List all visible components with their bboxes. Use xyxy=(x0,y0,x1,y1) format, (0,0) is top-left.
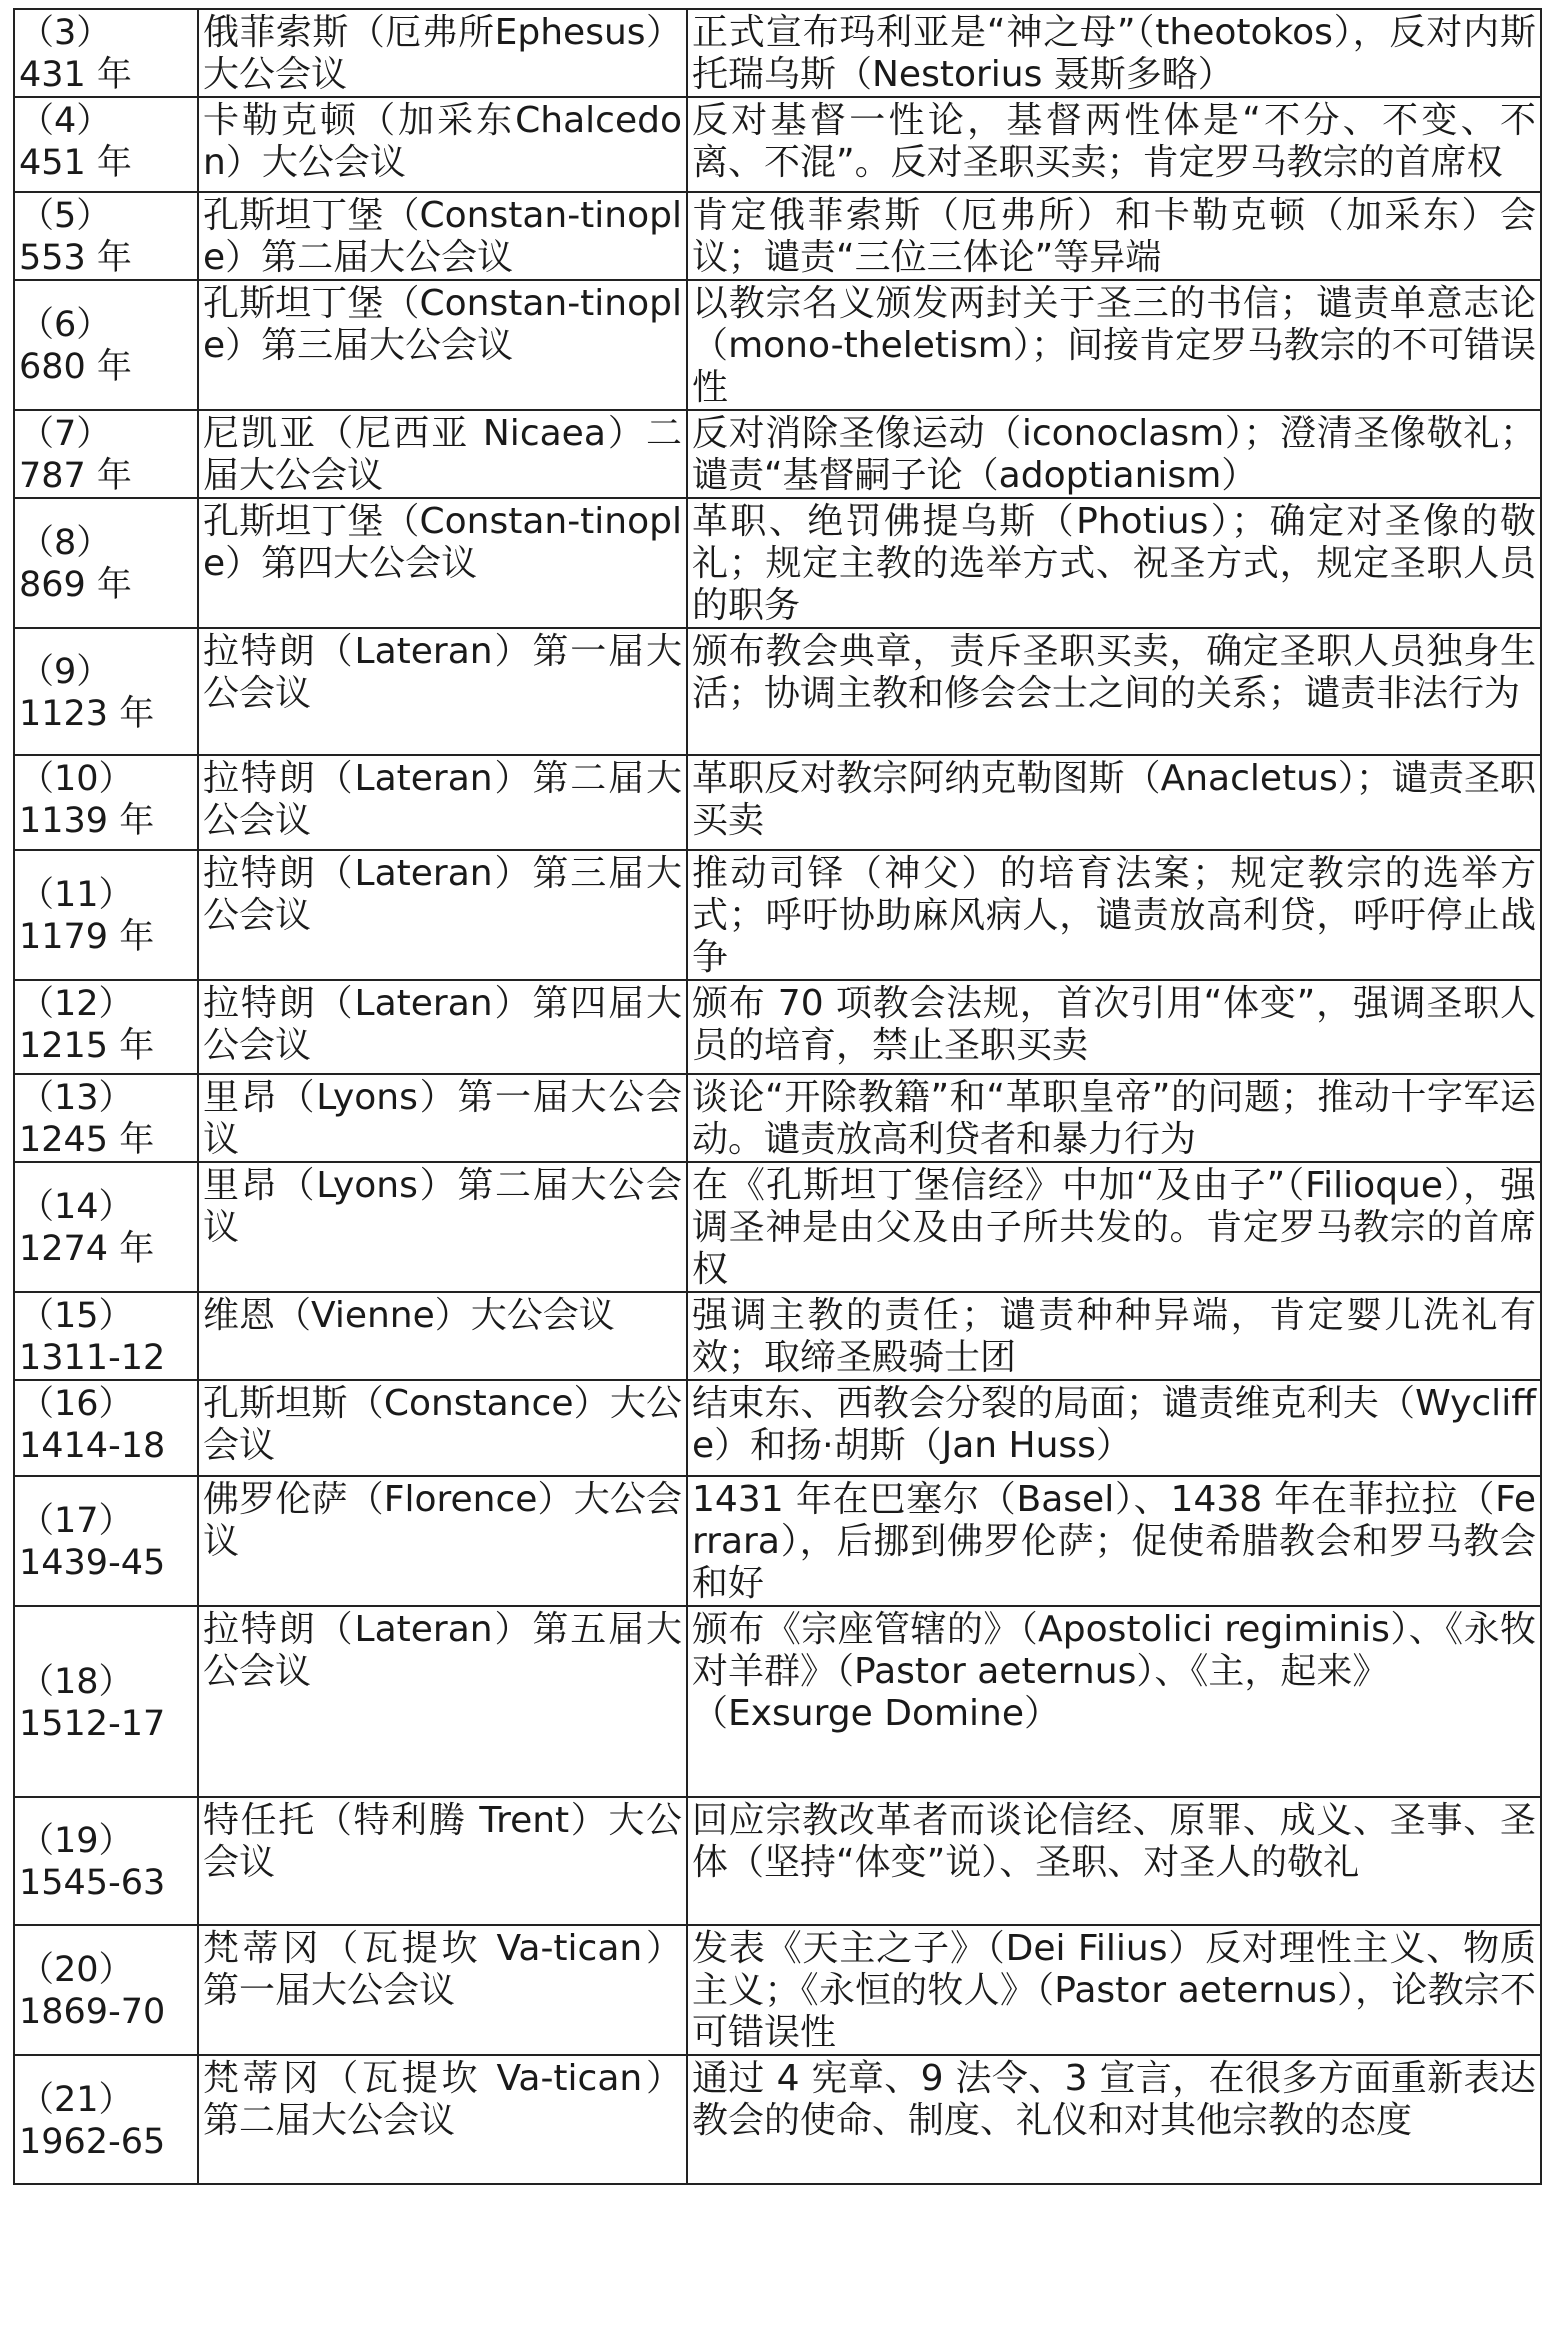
council-number: （15） xyxy=(19,1296,134,1336)
council-year: 1414-18 xyxy=(19,1426,166,1466)
council-description-tail: （Exsurge Domine） xyxy=(692,1693,1061,1734)
table-row xyxy=(14,1606,1541,1797)
council-description: 在《孔斯坦丁堡信经》中加“及由子”（Filioque），强调圣神是由父及由子所共发的。肯定罗马教宗的首席权 xyxy=(687,1162,1541,1292)
council-name: 里昂（Lyons）第二届大公会议 xyxy=(198,1162,687,1292)
table-row xyxy=(14,280,1541,410)
table-row xyxy=(14,1476,1541,1606)
council-name: 梵蒂冈（瓦提坎 Va-tican）第一届大公会议 xyxy=(198,1925,687,2055)
council-number-cell xyxy=(14,498,198,628)
council-number-cell xyxy=(14,1162,198,1292)
council-description: 肯定俄菲索斯（厄弗所）和卡勒克顿（加采东）会议；谴责“三位三体论”等异端 xyxy=(687,192,1541,280)
council-number: （19） xyxy=(19,1821,134,1861)
council-year: 1215 年 xyxy=(19,1026,155,1066)
council-description: 发表《天主之子》（Dei Filius）反对理性主义、物质主义；《永恒的牧人》（Pastor aeternus），论教宗不可错误性 xyxy=(687,1925,1541,2055)
council-description: 颁布教会典章，责斥圣职买卖，确定圣职人员独身生活；协调主教和修会会士之间的关系；谴责非法行为 xyxy=(687,628,1541,755)
table-row xyxy=(14,980,1541,1074)
council-description: 1431 年在巴塞尔（Basel）、1438 年在菲拉拉（Ferrara），后挪到佛罗伦萨；促使希腊教会和罗马教会和好 xyxy=(687,1476,1541,1606)
table-row xyxy=(14,755,1541,850)
council-number: （5） xyxy=(19,196,112,236)
council-number: （20） xyxy=(19,1950,134,1990)
council-description: 推动司铎（神父）的培育法案；规定教宗的选举方式；呼吁协助麻风病人，谴责放高利贷，呼吁停止战争 xyxy=(687,850,1541,980)
council-description: 反对消除圣像运动（iconoclasm）；澄清圣像敬礼；谴责“基督嗣子论（adoptianism） xyxy=(687,410,1541,498)
council-year: 1545-63 xyxy=(19,1863,166,1903)
council-number: （4） xyxy=(19,101,112,141)
council-number-cell xyxy=(14,192,198,280)
table-row xyxy=(14,1797,1541,1925)
council-number: （3） xyxy=(19,13,112,53)
council-name: 拉特朗（Lateran）第四届大公会议 xyxy=(198,980,687,1074)
table-row xyxy=(14,1074,1541,1162)
council-year: 1139 年 xyxy=(19,801,155,841)
council-description: 回应宗教改革者而谈论信经、原罪、成义、圣事、圣体（坚持“体变”说）、圣职、对圣人的敬礼 xyxy=(687,1797,1541,1925)
council-description: 革职反对教宗阿纳克勒图斯（Anacletus）；谴责圣职买卖 xyxy=(687,755,1541,850)
council-name: 俄菲索斯（厄弗所Ephesus）大公会议 xyxy=(198,9,687,97)
table-row xyxy=(14,498,1541,628)
table-row xyxy=(14,192,1541,280)
councils-table xyxy=(13,8,1542,2185)
council-number: （18） xyxy=(19,1661,134,1702)
council-name: 拉特朗（Lateran）第三届大公会议 xyxy=(198,850,687,980)
council-number-cell xyxy=(14,410,198,498)
table-row xyxy=(14,410,1541,498)
council-number-cell xyxy=(14,850,198,980)
council-name: 特任托（特利腾 Trent）大公会议 xyxy=(198,1797,687,1925)
council-number: （6） xyxy=(19,305,112,345)
council-name: 孔斯坦丁堡（Constan-tinople）第三届大公会议 xyxy=(198,280,687,410)
council-year: 1512-17 xyxy=(19,1703,166,1744)
table-row xyxy=(14,97,1541,192)
council-year: 1962-65 xyxy=(19,2121,166,2162)
table-row xyxy=(14,2055,1541,2184)
council-description: 反对基督一性论，基督两性体是“不分、不变、不离、不混”。反对圣职买卖；肯定罗马教宗的首席权 xyxy=(687,97,1541,192)
council-number-cell xyxy=(14,1074,198,1162)
council-number-cell xyxy=(14,9,198,97)
council-description: 以教宗名义颁发两封关于圣三的书信；谴责单意志论（mono-theletism）；间接肯定罗马教宗的不可错误性 xyxy=(687,280,1541,410)
table-row xyxy=(14,1380,1541,1476)
council-name: 孔斯坦丁堡（Constan-tinople）第二届大公会议 xyxy=(198,192,687,280)
council-description: 正式宣布玛利亚是“神之母”（theotokos），反对内斯托瑞乌斯（Nestorius 聂斯多略） xyxy=(687,9,1541,97)
council-number-cell xyxy=(14,628,198,755)
council-number: （8） xyxy=(19,523,112,563)
council-number: （21） xyxy=(19,2079,134,2120)
council-year: 1123 年 xyxy=(19,693,155,734)
council-name: 卡勒克顿（加采东Chalcedon）大公会议 xyxy=(198,97,687,192)
council-year: 1245 年 xyxy=(19,1120,155,1160)
council-number-cell xyxy=(14,1380,198,1476)
council-description: 通过 4 宪章、9 法令、3 宣言，在很多方面重新表达教会的使命、制度、礼仪和对其他宗教的态度 xyxy=(687,2055,1541,2184)
table-row xyxy=(14,9,1541,97)
council-number-cell xyxy=(14,1476,198,1606)
council-name: 梵蒂冈（瓦提坎 Va-tican）第二届大公会议 xyxy=(198,2055,687,2184)
council-number-cell xyxy=(14,755,198,850)
council-description: 强调主教的责任；谴责种种异端，肯定婴儿洗礼有效；取缔圣殿骑士团 xyxy=(687,1292,1541,1380)
council-name: 孔斯坦丁堡（Constan-tinople）第四大公会议 xyxy=(198,498,687,628)
council-number: （17） xyxy=(19,1501,134,1541)
council-year: 1439-45 xyxy=(19,1543,166,1583)
council-number-cell xyxy=(14,2055,198,2184)
council-number-cell xyxy=(14,1925,198,2055)
council-description: 谈论“开除教籍”和“革职皇帝”的问题；推动十字军运动。谴责放高利贷者和暴力行为 xyxy=(687,1074,1541,1162)
council-year: 451 年 xyxy=(19,143,132,183)
council-name: 维恩（Vienne）大公会议 xyxy=(198,1292,687,1380)
council-number-cell xyxy=(14,1797,198,1925)
council-name: 孔斯坦斯（Constance）大公会议 xyxy=(198,1380,687,1476)
council-year: 869 年 xyxy=(19,565,132,605)
council-number: （7） xyxy=(19,414,112,454)
council-number: （9） xyxy=(19,651,112,692)
council-description xyxy=(687,1606,1541,1797)
council-name: 拉特朗（Lateran）第五届大公会议 xyxy=(198,1606,687,1797)
council-year: 1179 年 xyxy=(19,917,155,957)
table-row xyxy=(14,850,1541,980)
council-number-cell xyxy=(14,1292,198,1380)
council-number-cell xyxy=(14,980,198,1074)
council-year: 680 年 xyxy=(19,347,132,387)
council-name: 拉特朗（Lateran）第二届大公会议 xyxy=(198,755,687,850)
council-name: 拉特朗（Lateran）第一届大公会议 xyxy=(198,628,687,755)
council-number-cell xyxy=(14,1606,198,1797)
council-description: 结束东、西教会分裂的局面；谴责维克利夫（Wycliffe）和扬·胡斯（Jan Huss） xyxy=(687,1380,1541,1476)
table-row xyxy=(14,1162,1541,1292)
council-number-cell xyxy=(14,280,198,410)
council-number: （11） xyxy=(19,875,134,915)
council-number: （14） xyxy=(19,1187,134,1227)
council-number: （13） xyxy=(19,1078,134,1118)
council-year: 1869-70 xyxy=(19,1992,166,2032)
council-description: 革职、绝罚佛提乌斯（Photius）；确定对圣像的敬礼；规定主教的选举方式、祝圣方式，规定圣职人员的职务 xyxy=(687,498,1541,628)
council-number-cell xyxy=(14,97,198,192)
council-year: 553 年 xyxy=(19,238,132,278)
table-row xyxy=(14,1292,1541,1380)
council-number: （12） xyxy=(19,984,134,1024)
council-number: （16） xyxy=(19,1384,134,1424)
table-row xyxy=(14,1925,1541,2055)
council-year: 1274 年 xyxy=(19,1229,155,1269)
council-number: （10） xyxy=(19,759,134,799)
council-year: 431 年 xyxy=(19,55,132,95)
council-year: 1311-12 xyxy=(19,1338,166,1378)
council-description: 颁布 70 项教会法规，首次引用“体变”，强调圣职人员的培育，禁止圣职买卖 xyxy=(687,980,1541,1074)
council-name: 尼凯亚（尼西亚 Nicaea）二届大公会议 xyxy=(198,410,687,498)
council-name: 里昂（Lyons）第一届大公会议 xyxy=(198,1074,687,1162)
council-year: 787 年 xyxy=(19,456,132,496)
table-row xyxy=(14,628,1541,755)
council-name: 佛罗伦萨（Florence）大公会议 xyxy=(198,1476,687,1606)
council-description-main: 颁布《宗座管辖的》（Apostolici regiminis）、《永牧对羊群》（Pastor aeternus）、《主，起来》 xyxy=(692,1609,1536,1692)
